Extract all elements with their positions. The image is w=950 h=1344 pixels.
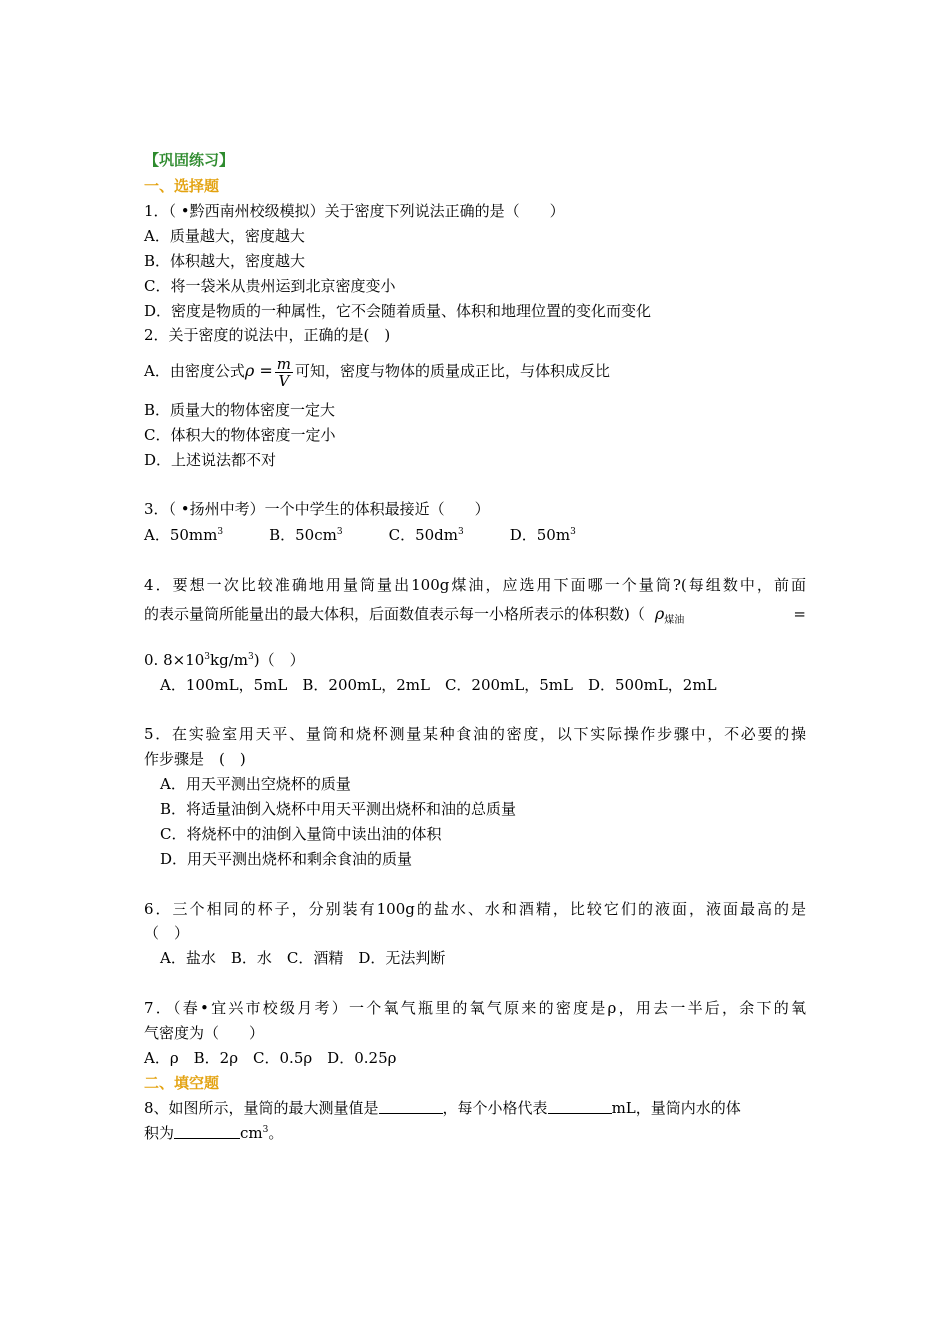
q8-line1 <box>144 1098 806 1118</box>
q3-option-a: A．50mm <box>144 526 218 544</box>
q3-sup-d: 3 <box>570 527 576 537</box>
q3-options <box>144 525 576 545</box>
q8-line2-c: 。 <box>268 1124 284 1142</box>
answer-blank-max-range[interactable] <box>379 1099 443 1114</box>
q4-equals: = <box>793 605 806 623</box>
q1-stem: 1．（ •黔西南州校级模拟）关于密度下列说法正确的是（ ） <box>144 202 565 220</box>
q2-option-a-prefix: A．由密度公式 <box>144 362 245 380</box>
q5-option-a: A．用天平测出空烧杯的质量 <box>160 775 351 793</box>
q7-line2: 气密度为（ ） <box>144 1024 265 1042</box>
q7-line1: 7．（春•宜兴市校级月考）一个氧气瓶里的氧气原来的密度是ρ，用去一半后，余下的氧 <box>144 999 806 1017</box>
q4-line3-c: )（ ） <box>253 651 305 669</box>
q8-line1-c: mL，量筒内水的体 <box>611 1099 741 1117</box>
q3-stem: 3．（ •扬州中考）一个中学生的体积最接近（ ） <box>144 500 490 518</box>
rho-equals: ρ = <box>244 361 273 380</box>
q8-line1-a: 8、如图所示，量筒的最大测量值是 <box>144 1099 379 1117</box>
q5-line2: 作步骤是 ( ) <box>144 750 246 768</box>
rho-subscript: 煤油 <box>664 615 685 626</box>
q5-option-c: C．将烧杯中的油倒入量筒中读出油的体积 <box>160 825 442 843</box>
q7-options: A．ρ B．2ρ C．0.5ρ D．0.25ρ <box>144 1049 397 1067</box>
q3-sup-a: 3 <box>217 527 224 537</box>
part1-heading: 一、选择题 <box>144 177 220 195</box>
q5-option-d: D．用天平测出烧杯和剩余食油的质量 <box>160 850 413 868</box>
q6-line1: 6．三个相同的杯子，分别装有100g的盐水、水和酒精，比较它们的液面，液面最高的是 <box>144 900 806 918</box>
fraction-denominator: V <box>278 371 290 390</box>
q4-line3-sup2: 3 <box>247 652 254 662</box>
q4-line1: 4．要想一次比较准确地用量筒量出100g煤油，应选用下面哪一个量筒?(每组数中，前面 <box>144 576 806 594</box>
q2-option-a <box>144 352 610 390</box>
q4-line2 <box>144 604 806 624</box>
q4-line3-sup: 3 <box>204 652 211 662</box>
q3-option-b: B．50cm <box>269 526 337 544</box>
q2-stem: 2．关于密度的说法中，正确的是( ) <box>144 326 391 344</box>
density-fraction <box>275 356 293 389</box>
q2-option-a-suffix: 可知，密度与物体的质量成正比，与体积成反比 <box>294 362 610 380</box>
part2-heading: 二、填空题 <box>144 1074 220 1092</box>
q3-sup-b: 3 <box>336 527 343 537</box>
q5-option-b: B．将适量油倒入烧杯中用天平测出烧杯和油的总质量 <box>160 800 517 818</box>
q3-option-d: D．50m <box>509 526 571 544</box>
q8-line2-sup: 3 <box>262 1125 269 1135</box>
q4-line3 <box>144 650 305 670</box>
q2-option-c: C．体积大的物体密度一定小 <box>144 426 336 444</box>
q5-line1: 5．在实验室用天平、量筒和烧杯测量某种食油的密度，以下实际操作步骤中，不必要的操 <box>144 725 806 743</box>
rho-symbol: ρ <box>654 604 665 623</box>
q4-line3-b: kg/m <box>210 651 248 669</box>
answer-blank-water-volume[interactable] <box>174 1124 240 1139</box>
q3-sup-c: 3 <box>457 527 464 537</box>
q3-option-c: C．50dm <box>388 526 458 544</box>
q8-line2-a: 积为 <box>144 1124 175 1142</box>
q1-option-c: C．将一袋米从贵州运到北京密度变小 <box>144 277 396 295</box>
q6-line2: （ ） <box>144 924 190 942</box>
q4-line2-text: 的表示量筒所能量出的最大体积，后面数值表示每一小格所表示的体积数)（ <box>144 605 645 623</box>
q2-option-d: D．上述说法都不对 <box>144 451 277 469</box>
q2-option-b: B．质量大的物体密度一定大 <box>144 401 336 419</box>
q8-line1-b: ，每个小格代表 <box>442 1099 548 1117</box>
q1-option-d: D．密度是物质的一种属性，它不会随着质量、体积和地理位置的变化而变化 <box>144 302 652 320</box>
q1-option-b: B．体积越大，密度越大 <box>144 252 306 270</box>
q4-options: A．100mL，5mL B．200mL，2mL C．200mL，5mL D．500mL，2mL <box>160 676 717 694</box>
answer-blank-division[interactable] <box>548 1099 612 1114</box>
q1-option-a: A．质量越大，密度越大 <box>144 227 305 245</box>
q8-line2-b: cm <box>240 1124 263 1142</box>
section-title: 【巩固练习】 <box>144 151 235 169</box>
q8-line2 <box>144 1123 283 1143</box>
fraction-numerator: m <box>276 354 291 373</box>
q4-line3-a: 0. 8×10 <box>144 651 205 669</box>
q6-options: A．盐水 B．水 C．酒精 D．无法判断 <box>160 949 446 967</box>
